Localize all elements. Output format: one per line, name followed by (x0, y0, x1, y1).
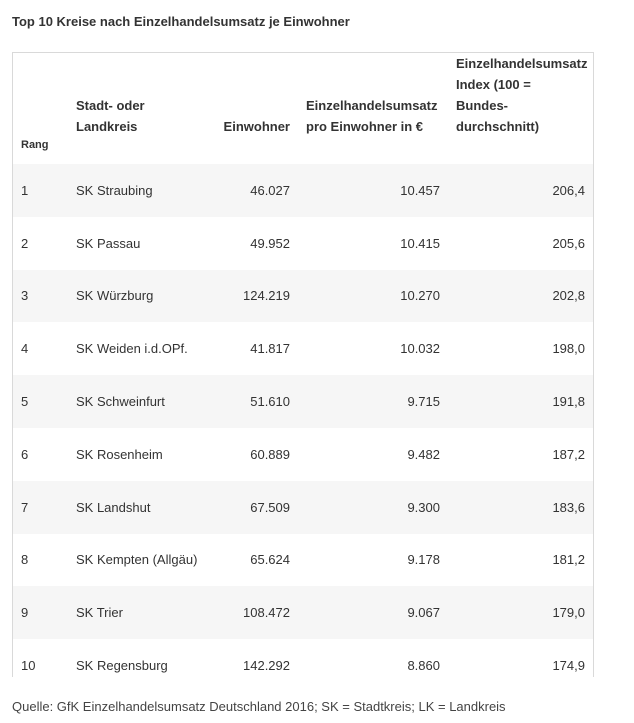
cell-index: 198,0 (552, 341, 585, 357)
cell-rang: 5 (21, 394, 29, 410)
cell-einwohner: 142.292 (243, 658, 290, 674)
cell-einwohner: 51.610 (250, 394, 290, 410)
table-row (13, 270, 593, 323)
cell-index: 191,8 (552, 394, 585, 410)
cell-index: 205,6 (552, 235, 585, 251)
cell-kreis: SK Würzburg (76, 288, 154, 304)
cell-kreis: SK Straubing (76, 182, 153, 198)
cell-rang: 10 (21, 658, 36, 674)
cell-rang: 6 (21, 446, 29, 462)
cell-pro-einwohner: 9.715 (407, 394, 440, 410)
cell-index: 206,4 (552, 182, 585, 198)
table-row (13, 322, 593, 375)
header-rang: Rang (21, 139, 49, 151)
cell-index: 183,6 (552, 499, 585, 515)
cell-rang: 1 (21, 182, 29, 198)
cell-kreis: SK Passau (76, 235, 141, 251)
table-row (13, 639, 593, 692)
header-index: Einzelhandelsumsatz Index (100 = Bundes-durchschnitt) (456, 56, 588, 134)
table-row (13, 217, 593, 270)
cell-rang: 2 (21, 235, 29, 251)
cell-rang: 8 (21, 552, 29, 568)
cell-pro-einwohner: 9.300 (407, 499, 440, 515)
cell-index: 179,0 (552, 605, 585, 621)
cell-pro-einwohner: 9.178 (407, 552, 440, 568)
source-note: Quelle: GfK Einzelhandelsumsatz Deutschland 2016; SK = Stadtkreis; LK = Landkreis (12, 699, 506, 714)
cell-einwohner: 65.624 (250, 552, 290, 568)
cell-index: 187,2 (552, 446, 585, 462)
cell-kreis: SK Schweinfurt (76, 394, 165, 410)
table-row (13, 481, 593, 534)
cell-einwohner: 49.952 (250, 235, 290, 251)
cell-rang: 4 (21, 341, 29, 357)
cell-kreis: SK Weiden i.d.OPf. (76, 341, 188, 357)
cell-einwohner: 108.472 (243, 605, 290, 621)
table-row (13, 164, 593, 217)
cell-kreis: SK Kempten (Allgäu) (76, 552, 198, 568)
cell-kreis: SK Trier (76, 605, 123, 621)
cell-rang: 9 (21, 605, 29, 621)
header-einwohner: Einwohner (223, 119, 290, 134)
cell-einwohner: 67.509 (250, 499, 290, 515)
page-title: Top 10 Kreise nach Einzelhandelsumsatz je Einwohner (12, 14, 350, 29)
ranking-table-container (12, 52, 594, 677)
cell-pro-einwohner: 9.482 (407, 446, 440, 462)
table-row (13, 428, 593, 481)
cell-einwohner: 41.817 (250, 341, 290, 357)
header-kreis: Stadt- oder Landkreis (76, 98, 145, 134)
header-row (13, 53, 593, 164)
cell-kreis: SK Regensburg (76, 658, 168, 674)
cell-pro-einwohner: 10.415 (400, 235, 440, 251)
table-row (13, 534, 593, 587)
cell-pro-einwohner: 10.032 (400, 341, 440, 357)
cell-index: 174,9 (552, 658, 585, 674)
cell-kreis: SK Landshut (76, 499, 151, 515)
header-pro-einwohner: Einzelhandelsumsatz pro Einwohner in € (306, 98, 438, 134)
cell-einwohner: 46.027 (250, 182, 290, 198)
cell-kreis: SK Rosenheim (76, 446, 163, 462)
cell-einwohner: 124.219 (243, 288, 290, 304)
ranking-table (13, 53, 593, 692)
cell-pro-einwohner: 8.860 (407, 658, 440, 674)
table-row (13, 586, 593, 639)
cell-index: 202,8 (552, 288, 585, 304)
table-row (13, 375, 593, 428)
cell-rang: 7 (21, 499, 29, 515)
cell-rang: 3 (21, 288, 29, 304)
cell-pro-einwohner: 9.067 (407, 605, 440, 621)
table-header (13, 53, 593, 164)
cell-pro-einwohner: 10.457 (400, 182, 440, 198)
cell-pro-einwohner: 10.270 (400, 288, 440, 304)
cell-einwohner: 60.889 (250, 446, 290, 462)
cell-index: 181,2 (552, 552, 585, 568)
table-body (13, 164, 593, 692)
